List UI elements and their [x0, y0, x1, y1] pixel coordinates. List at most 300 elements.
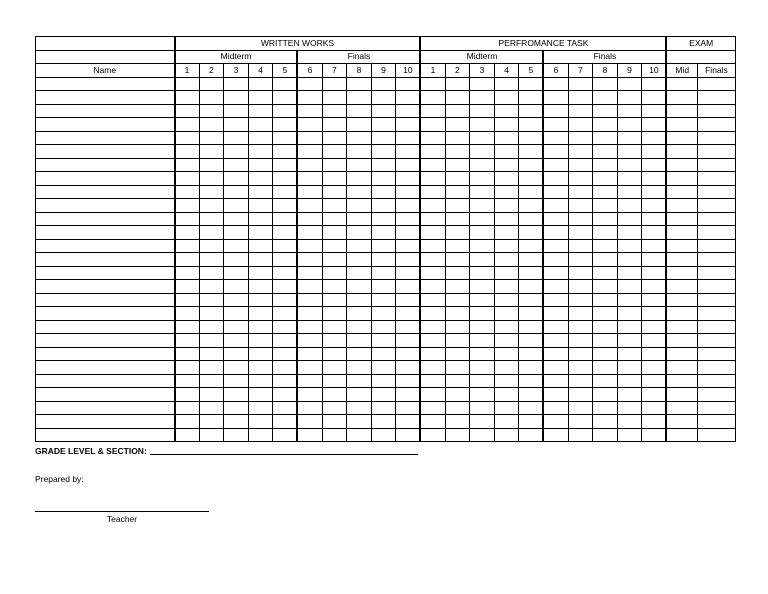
score-cell[interactable] — [642, 388, 667, 402]
score-cell[interactable] — [617, 253, 642, 267]
score-cell[interactable] — [322, 172, 347, 186]
score-cell[interactable] — [371, 320, 396, 334]
score-cell[interactable] — [617, 320, 642, 334]
score-cell[interactable] — [347, 374, 372, 388]
score-cell[interactable] — [617, 158, 642, 172]
score-cell[interactable] — [273, 253, 298, 267]
score-cell[interactable] — [273, 347, 298, 361]
score-cell[interactable] — [568, 374, 593, 388]
score-cell[interactable] — [470, 131, 495, 145]
score-cell[interactable] — [273, 104, 298, 118]
score-cell[interactable] — [617, 415, 642, 429]
score-cell[interactable] — [347, 226, 372, 240]
student-name-cell[interactable] — [36, 401, 175, 415]
score-cell[interactable] — [494, 361, 519, 375]
score-cell[interactable] — [273, 280, 298, 294]
score-cell[interactable] — [396, 185, 421, 199]
student-name-cell[interactable] — [36, 361, 175, 375]
exam-score-cell[interactable] — [666, 199, 697, 213]
score-cell[interactable] — [322, 145, 347, 159]
score-cell[interactable] — [396, 239, 421, 253]
score-cell[interactable] — [642, 428, 667, 442]
score-cell[interactable] — [199, 239, 224, 253]
score-cell[interactable] — [396, 280, 421, 294]
score-cell[interactable] — [199, 158, 224, 172]
score-cell[interactable] — [248, 361, 273, 375]
student-name-cell[interactable] — [36, 158, 175, 172]
score-cell[interactable] — [519, 334, 544, 348]
score-cell[interactable] — [593, 104, 618, 118]
score-cell[interactable] — [543, 226, 568, 240]
exam-score-cell[interactable] — [666, 266, 697, 280]
score-cell[interactable] — [297, 415, 322, 429]
score-cell[interactable] — [322, 334, 347, 348]
score-cell[interactable] — [248, 239, 273, 253]
exam-score-cell[interactable] — [666, 172, 697, 186]
score-cell[interactable] — [273, 293, 298, 307]
score-cell[interactable] — [322, 361, 347, 375]
score-cell[interactable] — [593, 145, 618, 159]
score-cell[interactable] — [199, 91, 224, 105]
score-cell[interactable] — [420, 388, 445, 402]
score-cell[interactable] — [224, 253, 249, 267]
score-cell[interactable] — [642, 185, 667, 199]
score-cell[interactable] — [642, 212, 667, 226]
score-cell[interactable] — [248, 428, 273, 442]
score-cell[interactable] — [199, 307, 224, 321]
score-cell[interactable] — [519, 145, 544, 159]
score-cell[interactable] — [420, 320, 445, 334]
score-cell[interactable] — [224, 239, 249, 253]
score-cell[interactable] — [543, 199, 568, 213]
score-cell[interactable] — [371, 415, 396, 429]
score-cell[interactable] — [199, 226, 224, 240]
score-cell[interactable] — [175, 77, 200, 91]
score-cell[interactable] — [199, 212, 224, 226]
score-cell[interactable] — [175, 320, 200, 334]
score-cell[interactable] — [199, 388, 224, 402]
score-cell[interactable] — [470, 266, 495, 280]
score-cell[interactable] — [543, 374, 568, 388]
score-cell[interactable] — [347, 280, 372, 294]
score-cell[interactable] — [396, 307, 421, 321]
score-cell[interactable] — [273, 226, 298, 240]
score-cell[interactable] — [371, 185, 396, 199]
score-cell[interactable] — [420, 226, 445, 240]
student-name-cell[interactable] — [36, 199, 175, 213]
score-cell[interactable] — [494, 320, 519, 334]
score-cell[interactable] — [617, 118, 642, 132]
score-cell[interactable] — [494, 253, 519, 267]
score-cell[interactable] — [470, 145, 495, 159]
score-cell[interactable] — [642, 131, 667, 145]
score-cell[interactable] — [347, 415, 372, 429]
student-name-cell[interactable] — [36, 172, 175, 186]
score-cell[interactable] — [445, 307, 470, 321]
score-cell[interactable] — [347, 104, 372, 118]
score-cell[interactable] — [199, 280, 224, 294]
exam-score-cell[interactable] — [697, 415, 735, 429]
score-cell[interactable] — [322, 280, 347, 294]
score-cell[interactable] — [494, 158, 519, 172]
score-cell[interactable] — [224, 91, 249, 105]
score-cell[interactable] — [568, 104, 593, 118]
score-cell[interactable] — [617, 199, 642, 213]
score-cell[interactable] — [568, 172, 593, 186]
score-cell[interactable] — [248, 334, 273, 348]
score-cell[interactable] — [568, 334, 593, 348]
score-cell[interactable] — [347, 158, 372, 172]
score-cell[interactable] — [420, 415, 445, 429]
exam-score-cell[interactable] — [697, 118, 735, 132]
score-cell[interactable] — [199, 185, 224, 199]
score-cell[interactable] — [322, 374, 347, 388]
score-cell[interactable] — [371, 253, 396, 267]
score-cell[interactable] — [248, 185, 273, 199]
score-cell[interactable] — [273, 334, 298, 348]
exam-score-cell[interactable] — [697, 199, 735, 213]
score-cell[interactable] — [470, 104, 495, 118]
score-cell[interactable] — [224, 212, 249, 226]
score-cell[interactable] — [322, 185, 347, 199]
score-cell[interactable] — [470, 307, 495, 321]
score-cell[interactable] — [543, 77, 568, 91]
score-cell[interactable] — [396, 374, 421, 388]
score-cell[interactable] — [347, 118, 372, 132]
score-cell[interactable] — [273, 307, 298, 321]
score-cell[interactable] — [371, 145, 396, 159]
score-cell[interactable] — [445, 253, 470, 267]
score-cell[interactable] — [494, 91, 519, 105]
student-name-cell[interactable] — [36, 239, 175, 253]
score-cell[interactable] — [248, 91, 273, 105]
score-cell[interactable] — [420, 199, 445, 213]
score-cell[interactable] — [199, 131, 224, 145]
score-cell[interactable] — [445, 374, 470, 388]
score-cell[interactable] — [199, 347, 224, 361]
score-cell[interactable] — [199, 172, 224, 186]
score-cell[interactable] — [248, 347, 273, 361]
score-cell[interactable] — [470, 212, 495, 226]
score-cell[interactable] — [617, 293, 642, 307]
score-cell[interactable] — [322, 199, 347, 213]
score-cell[interactable] — [199, 361, 224, 375]
score-cell[interactable] — [470, 91, 495, 105]
score-cell[interactable] — [224, 280, 249, 294]
exam-score-cell[interactable] — [666, 334, 697, 348]
score-cell[interactable] — [175, 253, 200, 267]
score-cell[interactable] — [445, 401, 470, 415]
score-cell[interactable] — [371, 307, 396, 321]
score-cell[interactable] — [175, 91, 200, 105]
score-cell[interactable] — [593, 307, 618, 321]
score-cell[interactable] — [568, 320, 593, 334]
score-cell[interactable] — [420, 266, 445, 280]
score-cell[interactable] — [568, 293, 593, 307]
student-name-cell[interactable] — [36, 104, 175, 118]
exam-score-cell[interactable] — [666, 118, 697, 132]
score-cell[interactable] — [593, 199, 618, 213]
score-cell[interactable] — [470, 428, 495, 442]
score-cell[interactable] — [470, 158, 495, 172]
score-cell[interactable] — [322, 320, 347, 334]
score-cell[interactable] — [273, 158, 298, 172]
exam-score-cell[interactable] — [666, 104, 697, 118]
score-cell[interactable] — [445, 91, 470, 105]
score-cell[interactable] — [568, 91, 593, 105]
score-cell[interactable] — [199, 401, 224, 415]
score-cell[interactable] — [642, 118, 667, 132]
student-name-cell[interactable] — [36, 266, 175, 280]
score-cell[interactable] — [175, 374, 200, 388]
score-cell[interactable] — [396, 104, 421, 118]
score-cell[interactable] — [371, 118, 396, 132]
score-cell[interactable] — [445, 172, 470, 186]
exam-score-cell[interactable] — [666, 158, 697, 172]
score-cell[interactable] — [593, 118, 618, 132]
score-cell[interactable] — [470, 361, 495, 375]
score-cell[interactable] — [494, 388, 519, 402]
score-cell[interactable] — [568, 266, 593, 280]
score-cell[interactable] — [199, 118, 224, 132]
score-cell[interactable] — [494, 266, 519, 280]
score-cell[interactable] — [543, 388, 568, 402]
score-cell[interactable] — [642, 347, 667, 361]
score-cell[interactable] — [175, 280, 200, 294]
exam-score-cell[interactable] — [697, 226, 735, 240]
exam-score-cell[interactable] — [697, 361, 735, 375]
score-cell[interactable] — [445, 77, 470, 91]
score-cell[interactable] — [322, 158, 347, 172]
score-cell[interactable] — [420, 347, 445, 361]
score-cell[interactable] — [371, 428, 396, 442]
score-cell[interactable] — [248, 280, 273, 294]
student-name-cell[interactable] — [36, 347, 175, 361]
score-cell[interactable] — [445, 118, 470, 132]
score-cell[interactable] — [470, 118, 495, 132]
score-cell[interactable] — [371, 293, 396, 307]
score-cell[interactable] — [568, 428, 593, 442]
score-cell[interactable] — [273, 401, 298, 415]
score-cell[interactable] — [175, 131, 200, 145]
score-cell[interactable] — [470, 280, 495, 294]
score-cell[interactable] — [273, 131, 298, 145]
score-cell[interactable] — [470, 374, 495, 388]
score-cell[interactable] — [175, 307, 200, 321]
exam-score-cell[interactable] — [697, 131, 735, 145]
score-cell[interactable] — [371, 361, 396, 375]
score-cell[interactable] — [494, 226, 519, 240]
score-cell[interactable] — [470, 415, 495, 429]
score-cell[interactable] — [494, 239, 519, 253]
score-cell[interactable] — [396, 131, 421, 145]
score-cell[interactable] — [248, 388, 273, 402]
score-cell[interactable] — [371, 131, 396, 145]
score-cell[interactable] — [519, 185, 544, 199]
score-cell[interactable] — [568, 131, 593, 145]
score-cell[interactable] — [175, 158, 200, 172]
score-cell[interactable] — [273, 145, 298, 159]
score-cell[interactable] — [642, 253, 667, 267]
score-cell[interactable] — [543, 239, 568, 253]
score-cell[interactable] — [642, 145, 667, 159]
score-cell[interactable] — [543, 428, 568, 442]
exam-score-cell[interactable] — [697, 266, 735, 280]
score-cell[interactable] — [347, 199, 372, 213]
score-cell[interactable] — [445, 212, 470, 226]
score-cell[interactable] — [297, 293, 322, 307]
score-cell[interactable] — [593, 131, 618, 145]
score-cell[interactable] — [396, 212, 421, 226]
score-cell[interactable] — [273, 361, 298, 375]
score-cell[interactable] — [642, 91, 667, 105]
score-cell[interactable] — [175, 199, 200, 213]
score-cell[interactable] — [470, 293, 495, 307]
score-cell[interactable] — [347, 334, 372, 348]
score-cell[interactable] — [248, 212, 273, 226]
score-cell[interactable] — [322, 91, 347, 105]
score-cell[interactable] — [568, 158, 593, 172]
exam-score-cell[interactable] — [697, 388, 735, 402]
score-cell[interactable] — [593, 185, 618, 199]
score-cell[interactable] — [175, 226, 200, 240]
score-cell[interactable] — [396, 118, 421, 132]
score-cell[interactable] — [494, 401, 519, 415]
student-name-cell[interactable] — [36, 131, 175, 145]
exam-score-cell[interactable] — [697, 158, 735, 172]
score-cell[interactable] — [371, 239, 396, 253]
exam-score-cell[interactable] — [666, 77, 697, 91]
score-cell[interactable] — [273, 320, 298, 334]
score-cell[interactable] — [371, 374, 396, 388]
score-cell[interactable] — [568, 226, 593, 240]
score-cell[interactable] — [420, 239, 445, 253]
score-cell[interactable] — [273, 266, 298, 280]
score-cell[interactable] — [347, 131, 372, 145]
score-cell[interactable] — [420, 428, 445, 442]
score-cell[interactable] — [543, 91, 568, 105]
score-cell[interactable] — [617, 307, 642, 321]
score-cell[interactable] — [297, 374, 322, 388]
score-cell[interactable] — [642, 401, 667, 415]
score-cell[interactable] — [494, 347, 519, 361]
score-cell[interactable] — [617, 172, 642, 186]
score-cell[interactable] — [420, 212, 445, 226]
score-cell[interactable] — [297, 185, 322, 199]
score-cell[interactable] — [445, 280, 470, 294]
score-cell[interactable] — [445, 361, 470, 375]
score-cell[interactable] — [322, 266, 347, 280]
score-cell[interactable] — [199, 374, 224, 388]
score-cell[interactable] — [593, 172, 618, 186]
score-cell[interactable] — [224, 428, 249, 442]
score-cell[interactable] — [297, 361, 322, 375]
score-cell[interactable] — [519, 401, 544, 415]
score-cell[interactable] — [347, 401, 372, 415]
score-cell[interactable] — [445, 320, 470, 334]
score-cell[interactable] — [470, 185, 495, 199]
score-cell[interactable] — [224, 131, 249, 145]
score-cell[interactable] — [273, 374, 298, 388]
score-cell[interactable] — [297, 307, 322, 321]
exam-score-cell[interactable] — [697, 347, 735, 361]
score-cell[interactable] — [273, 428, 298, 442]
score-cell[interactable] — [199, 253, 224, 267]
score-cell[interactable] — [297, 226, 322, 240]
score-cell[interactable] — [175, 415, 200, 429]
score-cell[interactable] — [396, 145, 421, 159]
score-cell[interactable] — [248, 77, 273, 91]
student-name-cell[interactable] — [36, 388, 175, 402]
score-cell[interactable] — [273, 212, 298, 226]
score-cell[interactable] — [396, 388, 421, 402]
score-cell[interactable] — [248, 307, 273, 321]
score-cell[interactable] — [248, 293, 273, 307]
score-cell[interactable] — [642, 239, 667, 253]
score-cell[interactable] — [470, 347, 495, 361]
exam-score-cell[interactable] — [697, 401, 735, 415]
score-cell[interactable] — [420, 280, 445, 294]
student-name-cell[interactable] — [36, 77, 175, 91]
score-cell[interactable] — [224, 185, 249, 199]
score-cell[interactable] — [396, 172, 421, 186]
score-cell[interactable] — [297, 428, 322, 442]
exam-score-cell[interactable] — [666, 347, 697, 361]
score-cell[interactable] — [568, 253, 593, 267]
student-name-cell[interactable] — [36, 374, 175, 388]
score-cell[interactable] — [420, 334, 445, 348]
score-cell[interactable] — [519, 361, 544, 375]
score-cell[interactable] — [175, 239, 200, 253]
score-cell[interactable] — [543, 347, 568, 361]
score-cell[interactable] — [593, 77, 618, 91]
score-cell[interactable] — [371, 266, 396, 280]
score-cell[interactable] — [371, 334, 396, 348]
score-cell[interactable] — [470, 401, 495, 415]
score-cell[interactable] — [322, 212, 347, 226]
score-cell[interactable] — [273, 415, 298, 429]
score-cell[interactable] — [494, 199, 519, 213]
score-cell[interactable] — [248, 131, 273, 145]
score-cell[interactable] — [593, 374, 618, 388]
score-cell[interactable] — [519, 428, 544, 442]
score-cell[interactable] — [297, 91, 322, 105]
score-cell[interactable] — [396, 199, 421, 213]
score-cell[interactable] — [470, 199, 495, 213]
exam-score-cell[interactable] — [697, 253, 735, 267]
score-cell[interactable] — [470, 388, 495, 402]
score-cell[interactable] — [617, 77, 642, 91]
score-cell[interactable] — [396, 320, 421, 334]
score-cell[interactable] — [420, 361, 445, 375]
score-cell[interactable] — [519, 415, 544, 429]
score-cell[interactable] — [371, 77, 396, 91]
score-cell[interactable] — [617, 91, 642, 105]
score-cell[interactable] — [494, 212, 519, 226]
score-cell[interactable] — [568, 77, 593, 91]
score-cell[interactable] — [543, 158, 568, 172]
exam-score-cell[interactable] — [666, 253, 697, 267]
score-cell[interactable] — [543, 307, 568, 321]
score-cell[interactable] — [519, 293, 544, 307]
score-cell[interactable] — [445, 266, 470, 280]
score-cell[interactable] — [396, 293, 421, 307]
score-cell[interactable] — [593, 334, 618, 348]
score-cell[interactable] — [445, 428, 470, 442]
score-cell[interactable] — [297, 104, 322, 118]
score-cell[interactable] — [617, 226, 642, 240]
score-cell[interactable] — [224, 104, 249, 118]
